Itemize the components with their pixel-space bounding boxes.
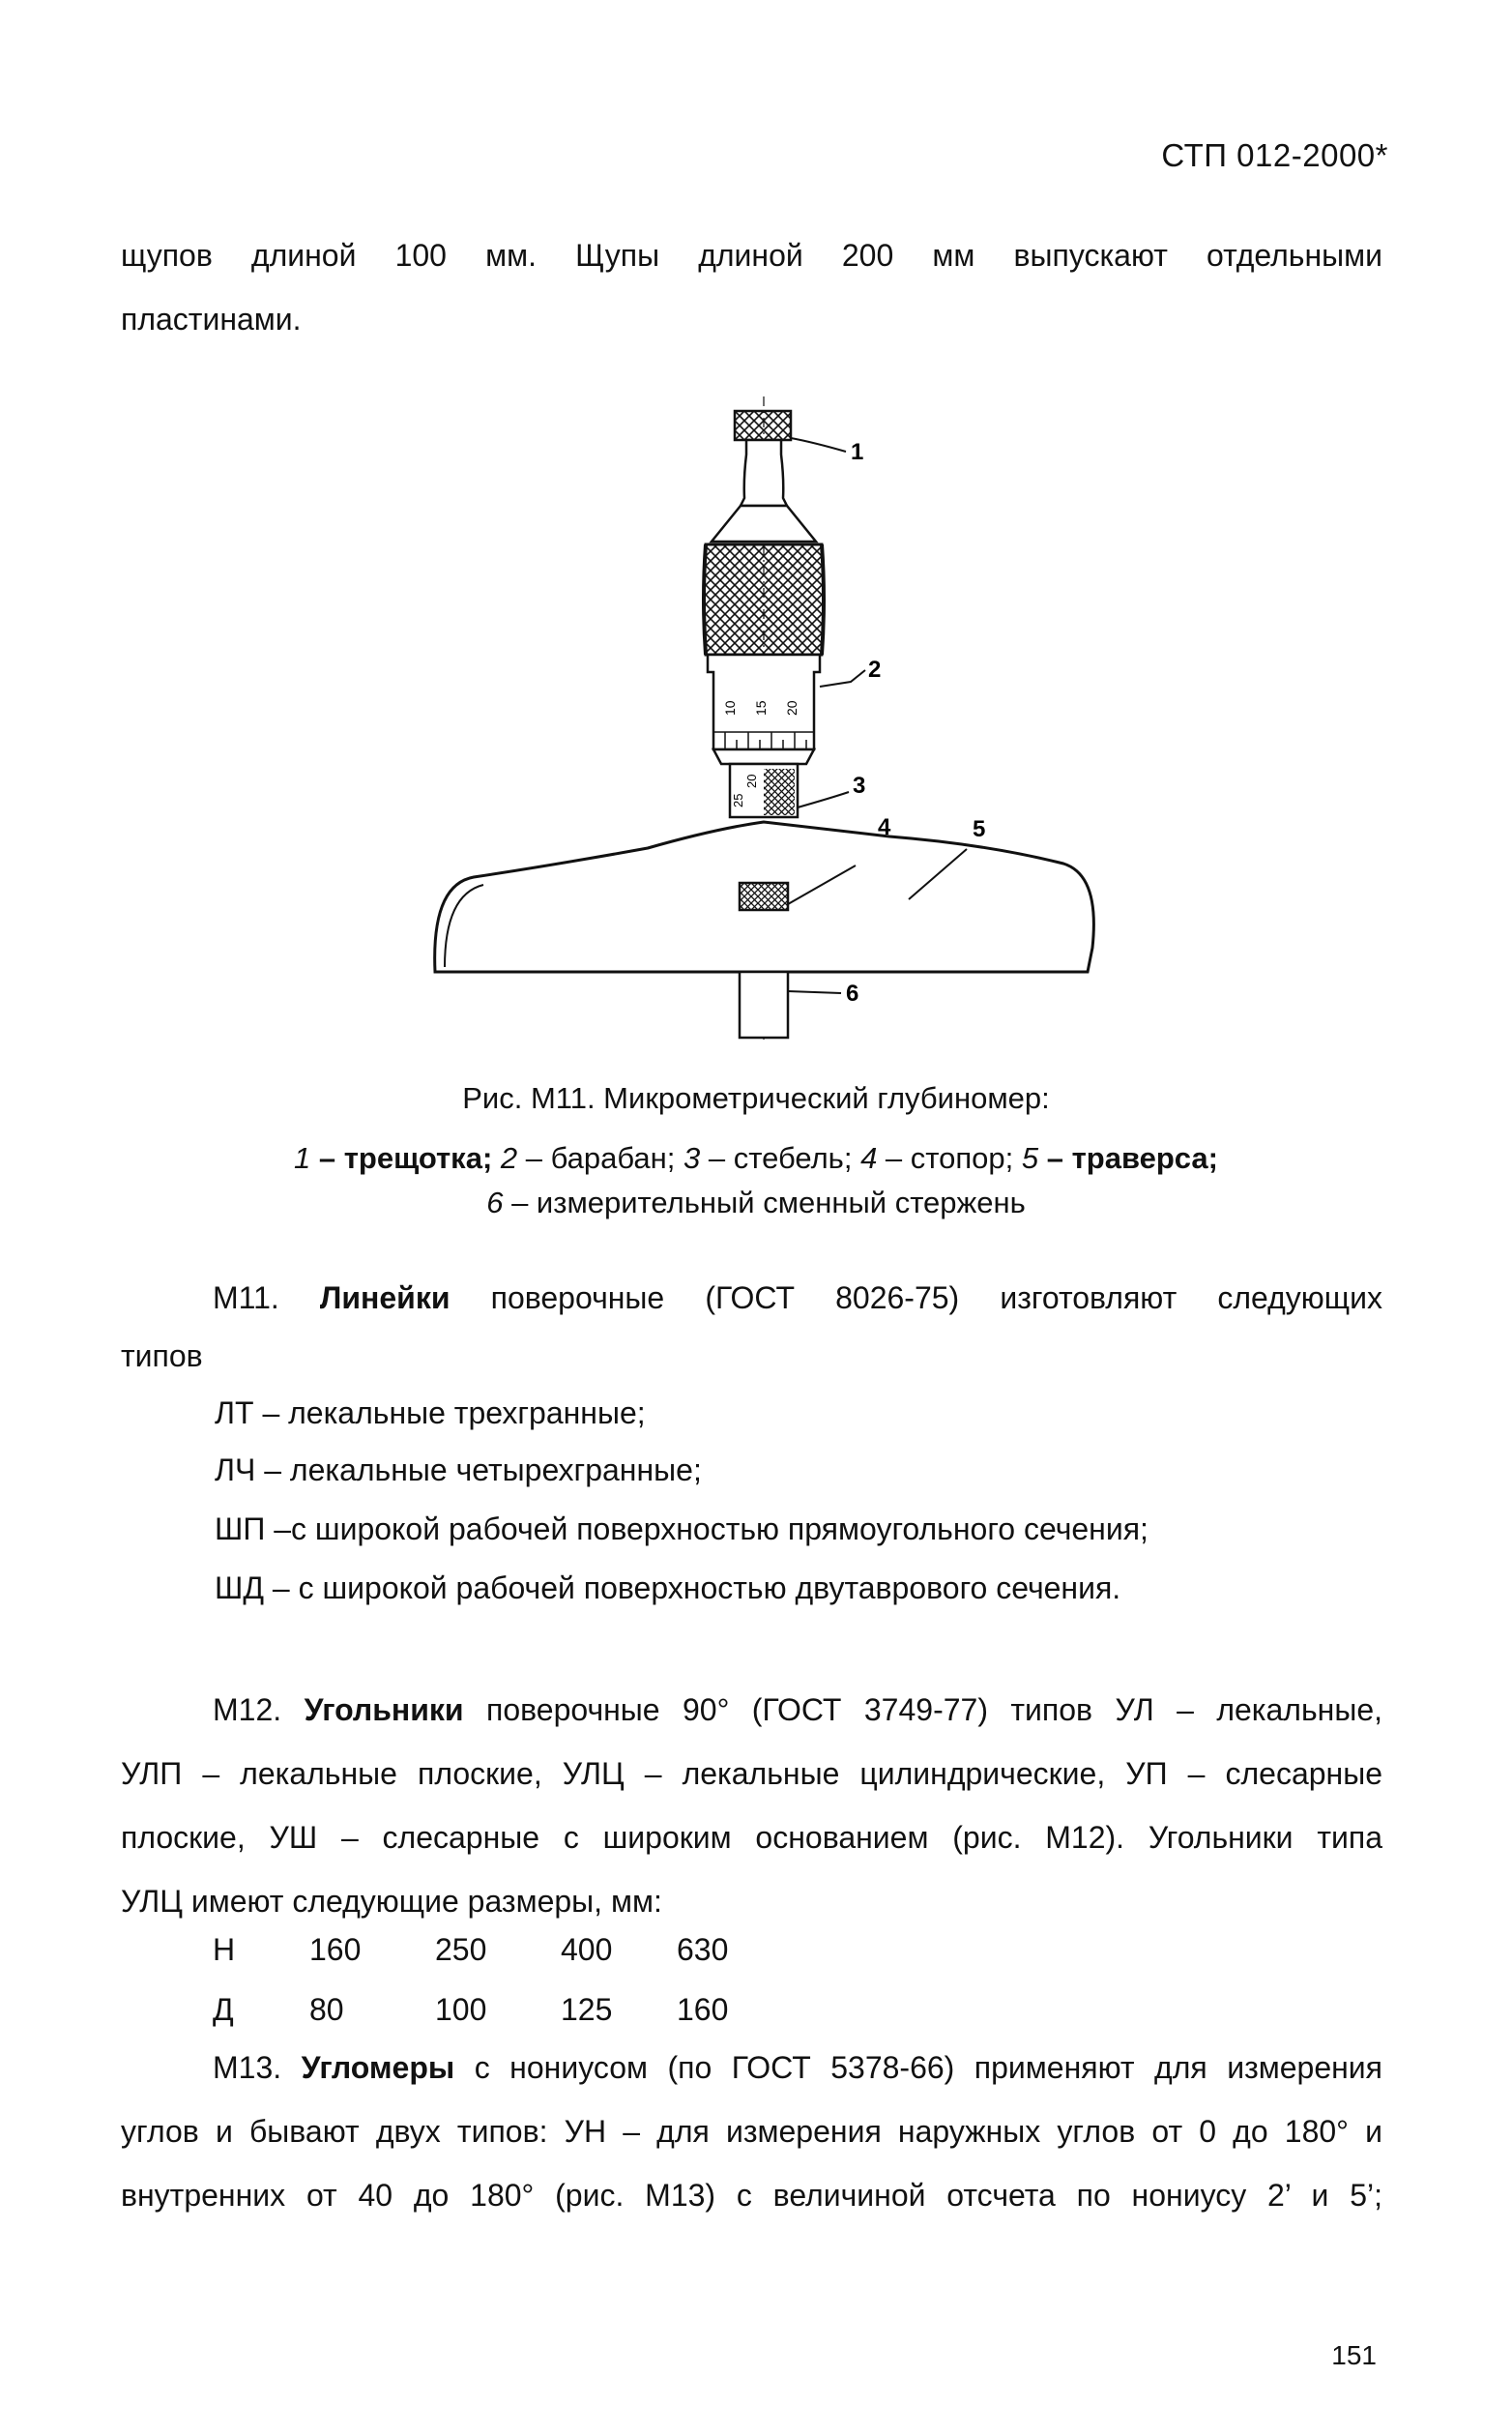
list-item: ШД – с широкой рабочей поверхностью двутаврового сечения. [215, 1570, 1121, 1605]
intro-line-1: щупов длиной 100 мм. Щупы длиной 200 мм выпускают отдельными [121, 238, 1382, 273]
drum-scale-label: 20 [784, 700, 800, 716]
list-item: ЛЧ – лекальные четырехгранные; [215, 1452, 702, 1487]
size-row-h: Н 160 250 400 630 [213, 1931, 729, 1967]
intro-line-2: пластинами. [121, 302, 302, 337]
callout-5: 5 [973, 816, 986, 842]
callout-3: 3 [853, 773, 866, 799]
callout-4: 4 [878, 814, 891, 840]
measuring-rod [740, 972, 788, 1038]
list-item: ШП –с широкой рабочей поверхностью прямоугольного сечения; [215, 1511, 1149, 1546]
figure-legend-line-1: 1 – трещотка; 2 – барабан; 3 – стебель; 4 – стопор; 5 – траверса; [294, 1141, 1218, 1175]
list-item: ЛТ – лекальные трехгранные; [215, 1395, 646, 1430]
ratchet-cap [735, 411, 791, 440]
drum-taper [712, 506, 816, 542]
stem-scale-label: 25 [731, 793, 745, 807]
figure-caption-title: Рис. М11. Микрометрический глубиномер: [462, 1081, 1050, 1115]
depth-gauge-drawing [406, 382, 1121, 1049]
depth-gauge-figure [406, 382, 1121, 1049]
callout-1: 1 [851, 439, 864, 465]
callout-2: 2 [868, 657, 882, 683]
size-row-d: Д 80 100 125 160 [213, 1991, 729, 2027]
stem-scale-label: 20 [744, 774, 759, 788]
document-code: СТП 012-2000* [1161, 137, 1388, 173]
m13-paragraph: М13. Угломеры с нониусом (по ГОСТ 5378-66) применяют для измерения углов и бывают двух типов: УН – для измерения наружных углов от 0 до 180° и внутренних от 40 до 180° (рис. М13) с величиной отсчета по нониусу 2’ и 5’; [121, 2050, 1383, 2213]
lock-screw [740, 883, 788, 910]
ulc-size-table [213, 1920, 728, 2039]
drum-scale-label: 15 [753, 700, 769, 716]
callout-6: 6 [846, 981, 859, 1007]
ratchet-neck [741, 440, 787, 506]
drum-scale-label: 10 [722, 700, 738, 716]
m12-paragraph: М12. Угольники поверочные 90° (ГОСТ 3749-77) типов УЛ – лекальные, УЛП – лекальные плоские, УЛЦ – лекальные цилиндрические, УП – слесарные плоские, УШ – слесарные с широким основанием (рис. М12). Угольники типа УЛЦ имеют следующие размеры, мм: [121, 1692, 1383, 1919]
m11-continuation: типов [121, 1338, 203, 1373]
thimble-knurl [704, 544, 824, 655]
figure-legend-line-2: 6 – измерительный сменный стержень [486, 1186, 1026, 1219]
m11-paragraph: М11. Линейки поверочные (ГОСТ 8026-75) изготовляют следующих [213, 1280, 1383, 1315]
page-number: 151 [1331, 2340, 1377, 2370]
